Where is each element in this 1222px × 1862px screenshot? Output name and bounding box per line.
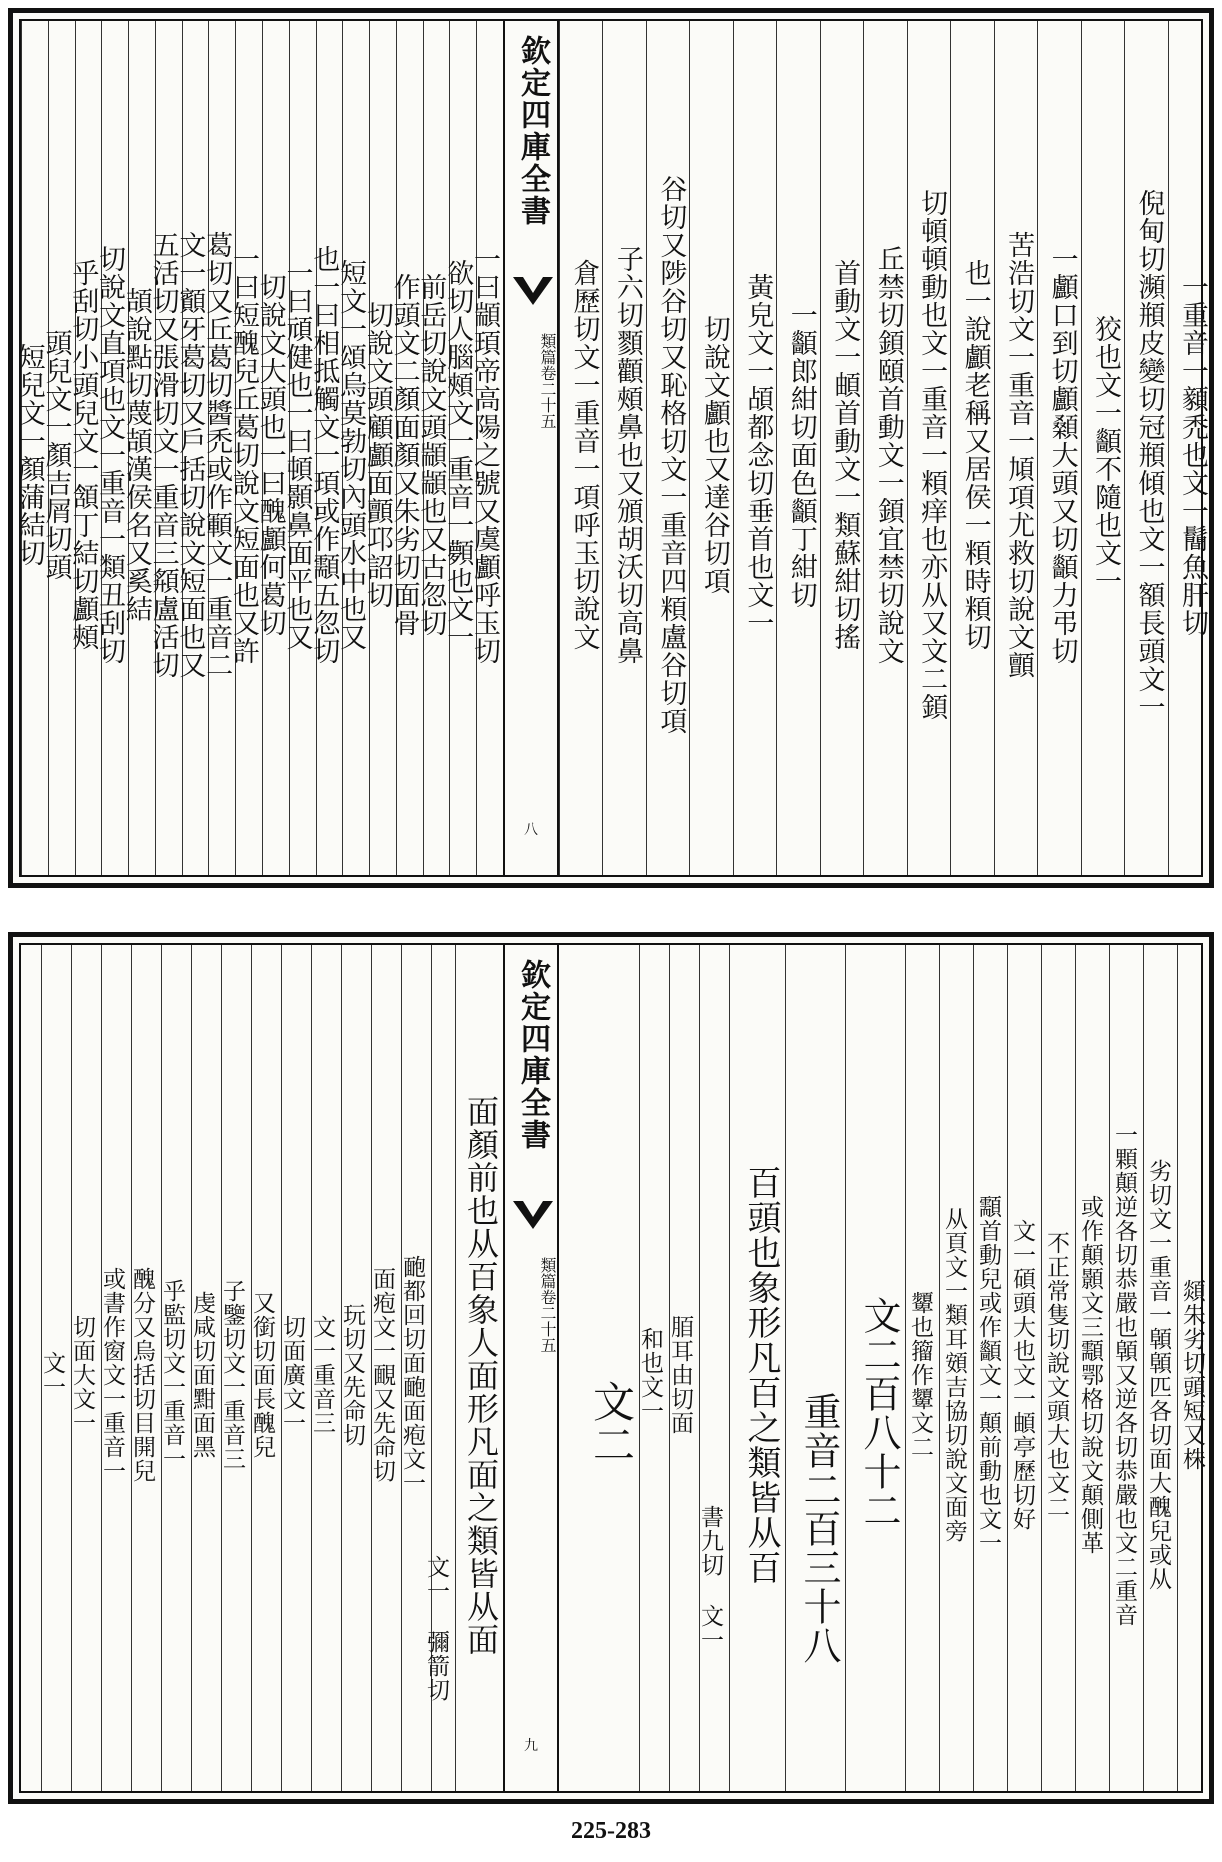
text-column: 一曰顓頊帝高陽之號又虞顱呼玉切 (476, 21, 503, 875)
page-number: 225-283 (571, 1818, 651, 1844)
text-column: 顬首動兒或作顲文一顛前動也文一 (973, 945, 1007, 1791)
text-column: 葛切又丘葛切醬禿或作顐文一重音二 (208, 21, 235, 875)
text-column: 頡說點切蔑頡漢侯名又奚結 (128, 21, 155, 875)
text-column: 短兒文一顏蒲結切 (21, 21, 48, 875)
text-column: 苦浩切文一重音一頄項尤救切說文顫 (994, 21, 1037, 875)
text-column: 切面大文一 (71, 945, 101, 1791)
text-column: 从頁文一類耳頞吉協切說文面旁 (939, 945, 973, 1791)
text-column: 或書作窗文一重音一 (101, 945, 131, 1791)
text-column: 丘禁切顉頤首動文一顉宜禁切說文 (863, 21, 906, 875)
top-page (8, 8, 1214, 888)
text-column: 乎刮切小頭兒文一頷丁結切顱頰 (75, 21, 102, 875)
radical-entry: 百頭也象形凡百之類皆从百 (729, 945, 785, 1791)
fish-tail-mark-icon (513, 275, 553, 309)
text-column: 一重音一顡禿也文一鬝魚肝切 (1168, 21, 1211, 875)
top-right-panel (559, 21, 1208, 875)
text-column: 和也文一 (639, 945, 669, 1791)
bottom-gutter-juan-label: 卷二十五 (538, 1289, 557, 1353)
text-column: 文一顮牙葛切又戶括切說文短面也又 (182, 21, 209, 875)
text-column: 切說文直項也文一重音一類丑刮切 (101, 21, 128, 875)
text-column: 文一重音三 (311, 945, 341, 1791)
text-column: 一曰短醜兒丘葛切說文短面也又許 (235, 21, 262, 875)
bottom-gutter-juan (505, 1257, 557, 1353)
radical-note: 書九切 文一 (699, 945, 729, 1791)
text-column: 顰也籀作顰文二 (905, 945, 939, 1791)
text-column: 顃朱劣切頭短又株 (1177, 945, 1211, 1791)
bottom-gutter-title: 欽定四庫全書 (515, 959, 550, 1151)
section-title: 文二 (587, 1380, 636, 1466)
text-column: 作頭文二顏面顏又朱劣切面骨 (396, 21, 423, 875)
top-page-frame (13, 19, 1208, 877)
text-column: 一顆顛逆各切恭嚴也顊又逆各切恭嚴也文二重音 (1109, 945, 1143, 1791)
text-column: 倪甸切瀕頩皮變切冠頩傾也文一額長頭文一 (1124, 21, 1167, 875)
text-column: 子鑒切文一重音三 (221, 945, 251, 1791)
text-column: 玩切又先命切 (341, 945, 371, 1791)
text-column: 面疱文一靦又先命切 (371, 945, 401, 1791)
text-column: 不正常隻切說文頭大也文二 (1041, 945, 1075, 1791)
text-column: 切說文大頭也一曰醜顱何葛切 (262, 21, 289, 875)
bottom-page (8, 932, 1214, 1804)
text-column: 一顱口到切顱顙大頭又切顲力弔切 (1037, 21, 1080, 875)
text-column: 首動文一頔首動文一類蘇紺切搖 (820, 21, 863, 875)
bottom-page-frame (19, 943, 1203, 1793)
text-column: 虔咸切面黚面黑 (191, 945, 221, 1791)
totals-heading: 重音二百三十八 (785, 945, 845, 1791)
text-column: 也一說顱老稱又居侯一頪時頪切 (950, 21, 993, 875)
text-column: 子六切顟顴頰鼻也又頒胡沃切高鼻 (602, 21, 645, 875)
text-column: 也一曰相抵觸文一頊或作顬五忽切 (316, 21, 343, 875)
text-column: 又銜切面長醜兒 (251, 945, 281, 1791)
text-column: 五活切又張滑切文一重音三頯盧活切 (155, 21, 182, 875)
totals-heading: 文二百八十二 (845, 945, 905, 1791)
bottom-right-panel (559, 945, 1205, 1791)
bottom-gutter (503, 945, 559, 1791)
top-gutter-folio: 八 (524, 822, 538, 838)
top-gutter-juan (505, 333, 557, 429)
text-column: 黃皃文一頕都念切垂首也文一 (733, 21, 776, 875)
text-column: 切說文頭顧顱面顫邛詔切 (369, 21, 396, 875)
text-column: 脜耳由切面 (669, 945, 699, 1791)
top-gutter-title: 欽定四庫全書 (515, 35, 550, 227)
text-column: 文一 (41, 945, 71, 1791)
text-column: 欲切人腦頰文一重音一顭也文一 (449, 21, 476, 875)
text-column: 或作顛顥文三顬鄂格切說文顛側革 (1075, 945, 1109, 1791)
bottom-left-panel (21, 945, 503, 1791)
text-column: 谷切又陟谷切又恥格切文一重音四頪盧谷切項 (646, 21, 689, 875)
text-column: 乎監切文一重音一 (161, 945, 191, 1791)
bottom-gutter-section: 類篇 (538, 1257, 557, 1289)
text-column: 一曰頑健也一曰頓顥鼻面平也又 (289, 21, 316, 875)
text-column: 劣切文一重音一顊顊匹各切面大醜兒或从 (1143, 945, 1177, 1791)
fish-tail-mark-icon (513, 1199, 553, 1233)
text-column: 一顲郎紺切面色顲丁紺切 (776, 21, 819, 875)
text-column: 前岳切說文頭顓顓也又古忽切 (423, 21, 450, 875)
text-column: 切頓頓動也文一重音一頪痒也亦从又文二顉 (907, 21, 950, 875)
text-column: 文一碩頭大也文一頔亭歷切好 (1007, 945, 1041, 1791)
top-gutter-section: 類篇 (538, 333, 557, 365)
text-column: 靤都回切面靤面疱文一 (401, 945, 431, 1791)
bottom-gutter-folio: 九 (524, 1738, 538, 1754)
top-gutter (503, 21, 559, 875)
text-column: 切說文顱也又達谷切項 (689, 21, 732, 875)
radical-entry: 面顏前也从百象人面形凡面之類皆从面 (455, 945, 503, 1791)
text-column: 短文一頌烏莫勃切內頭水中也又 (342, 21, 369, 875)
top-left-panel (13, 21, 503, 875)
top-gutter-juan-label: 卷二十五 (538, 365, 557, 429)
text-column: 狡也文一顲不隨也文一 (1081, 21, 1124, 875)
text-column: 文一 彌箭切 (431, 945, 455, 1791)
text-column: 倉歷切文一重音一項呼玉切說文 (559, 21, 602, 875)
text-column: 切面廣文一 (281, 945, 311, 1791)
text-column: 頭兒文一顏吉屑切頭 (48, 21, 75, 875)
text-column: 醜分又烏括切目開兒 (131, 945, 161, 1791)
